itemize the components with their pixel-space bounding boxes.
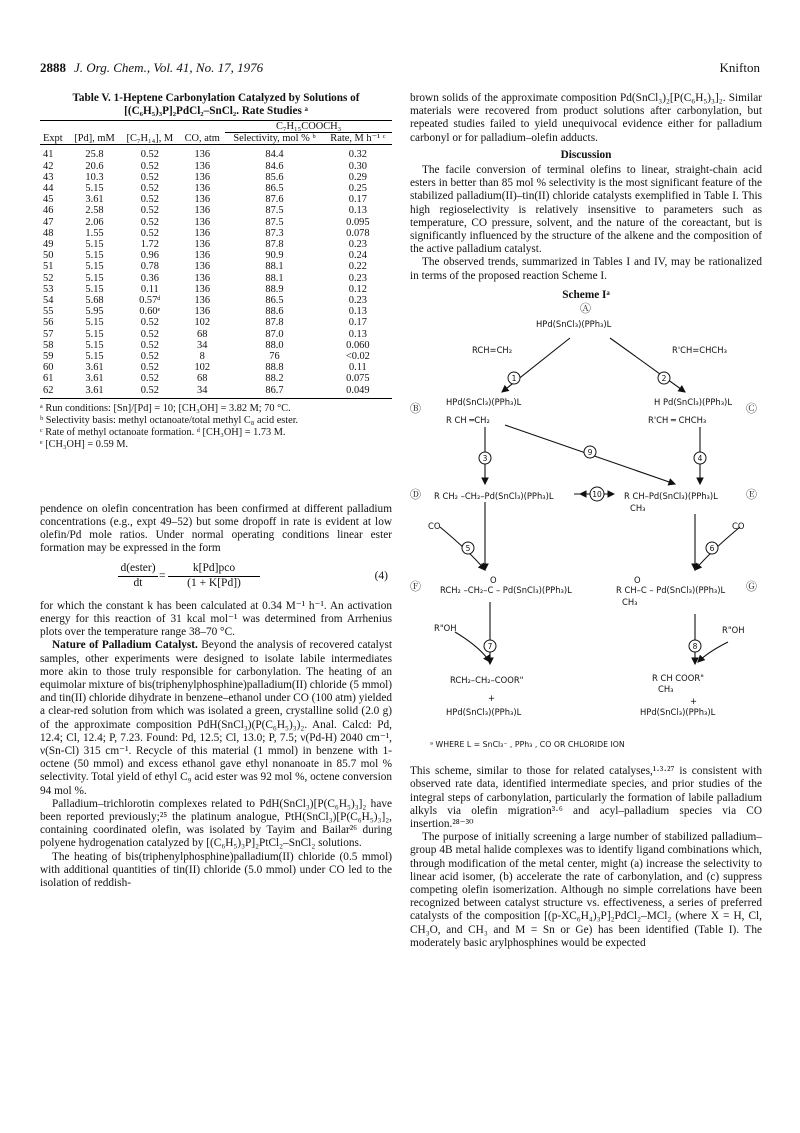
- table-cell: 136: [194, 250, 211, 262]
- step-label: 7: [487, 642, 493, 652]
- table-cell: 136: [194, 227, 211, 239]
- table-cell: 136: [194, 205, 211, 217]
- table-row: [40, 295, 392, 306]
- table-cell: 86.5: [265, 295, 284, 307]
- footnote: ᶜ Rate of methyl octanoate formation. ᵈ [CH₃OH] = 1.73 M.: [40, 426, 286, 438]
- table-cell: 8: [199, 351, 205, 363]
- table-cell: 2.06: [85, 216, 104, 228]
- table-cell: 54: [43, 295, 54, 307]
- table-cell: 50: [43, 250, 54, 262]
- table-row: [40, 273, 392, 284]
- running-head-author: Knifton: [719, 60, 760, 75]
- acyl-complex-g-methyl: CH₃: [622, 597, 638, 608]
- table-caption: Table V. 1-Heptene Carbonylation Catalyzed by Solutions of [(C₆H₅)₃P]₂PdCl₂–SnCl₂. Rate Studies ᵃ: [72, 92, 360, 117]
- table-cell: 87.6: [265, 194, 284, 206]
- table-cell: 136: [194, 261, 211, 273]
- table-cell: 43: [43, 171, 54, 183]
- col-header-pd: [Pd], mM: [69, 133, 121, 145]
- table-cell: 5.68: [85, 295, 104, 307]
- table-cell: 88.1: [265, 272, 284, 284]
- body-paragraph: brown solids of the approximate composition Pd(SnCl₃)₂[P(C₆H₅)₃]₂. Similar materials were recovered from product solutions after carbonylation, but repeated studies failed to yield unequivocal evidence either for palladium carbonyl or for palladium–olefin adducts.: [410, 92, 762, 144]
- table-cell: 5.15: [85, 250, 104, 262]
- olefin-terminal: RCH=CH₂: [472, 345, 513, 356]
- table-cell: 5.15: [85, 183, 104, 195]
- table-cell: 5.15: [85, 272, 104, 284]
- co-reagent-left: CO: [428, 521, 441, 532]
- table-cell: 10.3: [85, 171, 104, 183]
- body-paragraph: Nature of Palladium Catalyst. Beyond the analysis of recovered catalyst samples, other experiments were designed to isolate labile intermediates more akin to those truly responsible for carbonylation. The heating of an equimolar mixture of bis(triphenylphosphine)palladium(II) chloride (5 mmol) and tin(II) chloride dihydrate in benzene–ethanol under CO (100 atm) yielded a clear-red solution from which was isolated a green, crystalline solid (2.0 g) of the approximate composition PdH(SnCl₃)(P(C₆H₅)₃)₂. Anal. Calcd: Pd, 12.4; Cl, 12.4; P, 7.23. Found: Pd, 12.5; Cl, 13.0; P, 7.5; ν(Pd-H) 2040 cm⁻¹, ν(Sn-Cl) 315 cm⁻¹. Recycle of this material (1 mmol) in benzene with 1-octene (50 mmol) and excess ethanol gave ethyl nonanoate in 85.7 mol % selectivity. Total yield of ethyl C₉ acid ester was 92 mol %, octene conversion 94 mol %.: [40, 639, 393, 797]
- col-header-expt: Expt: [40, 133, 69, 145]
- complex-b-top: HPd(SnCl₃)(PPh₃)L: [446, 397, 522, 408]
- table-cell: 0.23: [348, 239, 367, 251]
- table-cell: 0.24: [348, 250, 367, 262]
- table-cell: 0.078: [346, 227, 370, 239]
- step-label: 9: [587, 448, 593, 458]
- complex-d: R CH₂ –CH₂–Pd(SnCl₃)(PPh₃)L: [434, 491, 554, 502]
- table-cell: 136: [194, 272, 211, 284]
- page-header: [40, 60, 760, 78]
- running-head-left: [40, 60, 263, 76]
- table-cell: 5.15: [85, 239, 104, 251]
- table-cell: 0.17: [348, 317, 367, 329]
- table-cell: 136: [194, 171, 211, 183]
- table-cell: 88.1: [265, 261, 284, 273]
- table-row: [40, 239, 392, 250]
- table-cell: 0.52: [140, 149, 159, 161]
- footnote: ᵇ Selectivity basis: methyl octanoate/total methyl C₈ acid ester.: [40, 414, 299, 426]
- table-cell: 0.17: [348, 194, 367, 206]
- complex-e-methyl: CH₃: [630, 503, 646, 514]
- table-cell: 1.72: [140, 239, 159, 251]
- body-paragraph: for which the constant k has been calculated at 0.34 M⁻¹ h⁻¹. An activation energy for this reaction of 31 kcal mol⁻¹ was determined from Arrhenius plots over the temperature range 38–70 °C.: [40, 599, 392, 639]
- table-cell: 0.29: [348, 171, 367, 183]
- table-cell: 57: [43, 328, 54, 340]
- table-footnotes: [40, 403, 392, 451]
- step-label: 10: [592, 490, 602, 500]
- table-cell: 49: [43, 239, 54, 251]
- table-cell: 5.15: [85, 351, 104, 363]
- hpd-regenerated-right: HPd(SnCl₃)(PPh₃)L: [640, 707, 716, 718]
- table-cell: 58: [43, 339, 54, 351]
- table-row: [40, 183, 392, 194]
- table-cell: 0.52: [140, 339, 159, 351]
- table-cell: 42: [43, 160, 54, 172]
- table-cell: 59: [43, 351, 54, 363]
- table-cell: 0.78: [140, 261, 159, 273]
- table-cell: 0.13: [348, 306, 367, 318]
- table-cell: 55: [43, 306, 54, 318]
- table-cell: 136: [194, 306, 211, 318]
- table-cell: 68: [197, 328, 208, 340]
- table-cell: 87.5: [265, 216, 284, 228]
- table-cell: 0.60ᵉ: [139, 306, 161, 318]
- left-column: [40, 92, 392, 890]
- table-cell: 5.15: [85, 283, 104, 295]
- complex-c-top: H Pd(SnCl₃)(PPh₃)L: [654, 397, 732, 408]
- table-group-header: C₇H₁₅COOCH₃: [225, 121, 392, 133]
- table-cell: 60: [43, 362, 54, 374]
- table-row: [40, 362, 392, 373]
- footnote: ᵃ Run conditions: [Sn]/[Pd] = 10; [CH₃OH] = 3.82 M; 70 °C.: [40, 402, 291, 414]
- right-column: [410, 92, 762, 950]
- olefin-internal: R'CH=CHCH₃: [672, 345, 727, 356]
- table-cell: 0.57ᵈ: [139, 295, 161, 307]
- table-cell: 0.36: [140, 272, 159, 284]
- step-label: 2: [661, 374, 667, 384]
- table-cell: 0.30: [348, 160, 367, 172]
- table-cell: 84.4: [265, 149, 284, 161]
- label-a: Ⓐ: [580, 302, 591, 316]
- product-linear: RCH₂–CH₂–COOR": [450, 675, 524, 686]
- table-cell: 0.11: [348, 362, 367, 374]
- data-table: [40, 120, 392, 399]
- table-cell: 5.95: [85, 306, 104, 318]
- table-row: [40, 340, 392, 351]
- co-reagent-right: CO: [732, 521, 745, 532]
- table-cell: <0.02: [345, 351, 370, 363]
- table-cell: 0.96: [140, 250, 159, 262]
- table-cell: 136: [194, 283, 211, 295]
- product-branched-methyl: CH₃: [658, 684, 674, 695]
- table-cell: 46: [43, 205, 54, 217]
- table-cell: 0.52: [140, 194, 159, 206]
- table-cell: 136: [194, 194, 211, 206]
- table-cell: 88.6: [265, 306, 284, 318]
- complex-e: R CH–Pd(SnCl₃)(PPh₃)L: [624, 491, 718, 502]
- table-cell: 0.23: [348, 295, 367, 307]
- table-cell: 5.15: [85, 261, 104, 273]
- col-header-selectivity: Selectivity, mol % ᵇ: [225, 133, 323, 145]
- table-cell: 87.0: [265, 328, 284, 340]
- journal-citation: J. Org. Chem., Vol. 41, No. 17, 1976: [74, 60, 264, 75]
- table-cell: 48: [43, 227, 54, 239]
- table-header-row: [40, 133, 392, 145]
- step-label: 8: [692, 642, 698, 652]
- table-cell: 88.0: [265, 339, 284, 351]
- table-cell: 86.7: [225, 385, 323, 399]
- table-cell: 84.6: [265, 160, 284, 172]
- table-row: [40, 250, 392, 261]
- table-row: [40, 373, 392, 384]
- col-header-rate: Rate, M h⁻¹ ᶜ: [324, 133, 392, 145]
- label-c: Ⓒ: [746, 402, 757, 416]
- table-cell: 136: [194, 216, 211, 228]
- label-f: Ⓕ: [410, 580, 421, 594]
- acyl-f-oxygen: O: [490, 575, 497, 586]
- table-cell: 1.55: [85, 227, 104, 239]
- eq-lhs-numerator: d(ester): [118, 562, 158, 577]
- table-cell: 87.8: [265, 239, 284, 251]
- table-row: [40, 194, 392, 205]
- table-cell: 0.52: [140, 205, 159, 217]
- equation-number: (4): [374, 569, 388, 582]
- table-cell: 102: [194, 362, 211, 374]
- table-cell: 0.095: [346, 216, 370, 228]
- table-row: [40, 228, 392, 239]
- table-body: [40, 145, 392, 398]
- table-cell: 3.61: [69, 385, 121, 399]
- alcohol-right: R"OH: [722, 625, 745, 636]
- acyl-complex-g: R CH–C – Pd(SnCl₃)(PPh₃)L: [616, 585, 726, 596]
- table-cell: 136: [194, 295, 211, 307]
- eq-rhs-numerator: k[Pd]pco: [168, 562, 260, 577]
- table-cell: 86.5: [265, 183, 284, 195]
- table-cell: 136: [194, 149, 211, 161]
- scheme-arrows: [410, 302, 762, 732]
- table-row: [40, 351, 392, 362]
- table-cell: 51: [43, 261, 54, 273]
- eq-lhs-denominator: dt: [133, 576, 143, 589]
- table-cell: 0.049: [324, 385, 392, 399]
- table-cell: 0.12: [348, 283, 367, 295]
- table-cell: 5.15: [85, 317, 104, 329]
- body-paragraph: This scheme, similar to those for related catalyses,¹·³·²⁷ is consistent with observed rate data, identified intermediate species, and prior studies of the integral steps of carbonylation, particularly the formation of labile palladium alkyls via olefin migration³·⁶ and acyl–palladium species via CO insertion.²⁸⁻³⁰: [410, 765, 762, 831]
- table-cell: 44: [43, 183, 54, 195]
- table-row: [40, 329, 392, 340]
- label-d: Ⓓ: [410, 488, 421, 502]
- run-in-heading: Nature of Palladium Catalyst.: [52, 639, 198, 652]
- table-cell: 0.52: [140, 362, 159, 374]
- table-cell: 3.61: [85, 373, 104, 385]
- table-cell: 136: [194, 183, 211, 195]
- table-cell: 0.52: [140, 351, 159, 363]
- step-label: 1: [511, 374, 517, 384]
- table-cell: 0.060: [346, 339, 370, 351]
- table-cell: 0.13: [348, 328, 367, 340]
- table-row: [40, 284, 392, 295]
- acyl-g-oxygen: O: [634, 575, 641, 586]
- table-cell: 68: [197, 373, 208, 385]
- table-row: [40, 161, 392, 172]
- footnote: ᵉ [CH₃OH] = 0.59 M.: [40, 438, 129, 450]
- table-cell: 88.8: [265, 362, 284, 374]
- table-cell: 41: [43, 149, 54, 161]
- label-b: Ⓑ: [410, 402, 421, 416]
- table-cell: 0.52: [140, 160, 159, 172]
- section-heading: Discussion: [560, 148, 612, 161]
- table-cell: 85.6: [265, 171, 284, 183]
- table-cell: 0.11: [140, 283, 159, 295]
- table-cell: 62: [40, 385, 69, 399]
- table-cell: 76: [269, 351, 280, 363]
- complex-c-bottom: R'CH ═ CHCH₃: [648, 415, 707, 426]
- step-label: 4: [697, 454, 703, 464]
- table-cell: 0.52: [140, 171, 159, 183]
- table-cell: 88.2: [265, 373, 284, 385]
- table-cell: 56: [43, 317, 54, 329]
- product-branched: R CH COOR": [652, 673, 704, 684]
- table-cell: 0.52: [140, 328, 159, 340]
- table-cell: 53: [43, 283, 54, 295]
- table-cell: 136: [194, 239, 211, 251]
- table-cell: 61: [43, 373, 54, 385]
- table-cell: 102: [194, 317, 211, 329]
- table-cell: 0.13: [348, 205, 367, 217]
- table-cell: 88.9: [265, 283, 284, 295]
- step-label: 6: [709, 544, 715, 554]
- table-cell: 5.15: [85, 339, 104, 351]
- hpd-regenerated-left: HPd(SnCl₃)(PPh₃)L: [446, 707, 522, 718]
- table-cell: 47: [43, 216, 54, 228]
- table-row: [40, 217, 392, 228]
- table-cell: 0.52: [140, 317, 159, 329]
- table-cell: 20.6: [85, 160, 104, 172]
- page-number: 2888: [40, 60, 66, 75]
- step-label: 3: [482, 454, 488, 464]
- table-cell: 0.52: [140, 216, 159, 228]
- reaction-scheme: [410, 302, 762, 732]
- body-paragraph: Palladium–trichlorotin complexes related to PdH(SnCl₃)[P(C₆H₅)₃]₂ have been reported previously;²⁵ the platinum analogue, PtH(SnCl₃)[P(C₆H₅)₃]₂, containing coordinated olefin, was isolated by Tayim and Bailar²⁶ during polyene hydrogenation catalyzed by [(C₆H₅)₃P]₂PtCl₂–SnCl₂ solutions.: [40, 797, 392, 850]
- table-row: [40, 205, 392, 216]
- table-cell: 87.3: [265, 227, 284, 239]
- hpd-top: HPd(SnCl₃)(PPh₃)L: [536, 319, 612, 330]
- table-cell: 90.9: [265, 250, 284, 262]
- table-cell: 0.52: [120, 385, 179, 399]
- table-cell: 25.8: [85, 149, 104, 161]
- col-header-co: CO, atm: [179, 133, 225, 145]
- complex-b-bottom: R CH ═CH₂: [446, 415, 490, 426]
- table-cell: 34: [197, 339, 208, 351]
- eq-rhs-denominator: (1 + K[Pd]): [187, 576, 241, 589]
- table-cell: 2.58: [85, 205, 104, 217]
- table-cell: 0.52: [140, 227, 159, 239]
- rate-equation: d(ester) dt = k[Pd]pco (1 + K[Pd]) (4): [40, 562, 392, 594]
- table-row: [40, 172, 392, 183]
- table-cell: 0.52: [140, 373, 159, 385]
- table-cell: 0.23: [348, 272, 367, 284]
- table-cell: 45: [43, 194, 54, 206]
- table-cell: 52: [43, 272, 54, 284]
- scheme-title: Scheme Iᵃ: [562, 288, 610, 301]
- plus-left: +: [488, 693, 496, 704]
- table-row: [40, 261, 392, 272]
- table-cell: 0.22: [348, 261, 367, 273]
- plus-right: +: [690, 696, 698, 707]
- table-cell: 87.5: [265, 205, 284, 217]
- table-cell: 0.32: [348, 149, 367, 161]
- table-cell: 0.52: [140, 183, 159, 195]
- body-paragraph: The facile conversion of terminal olefins to linear, straight-chain acid esters in better than 85 mol % selectivity is the most significant feature of the stabilized palladium(II)–tin(II) chloride catalysts exemplified in Table I. This high regioselectivity is relatively insensitive to parameters such as temperature, CO pressure, solvent, and the nature of the coreactant, but is significantly influenced by the structure of the alkene and the composition of the active palladium catalyst.: [410, 164, 762, 256]
- label-e: Ⓔ: [746, 488, 757, 502]
- table-row: [40, 317, 392, 328]
- table-cell: 0.075: [346, 373, 370, 385]
- acyl-complex-f: RCH₂ –CH₂–C – Pd(SnCl₃)(PPh₃)L: [440, 585, 572, 596]
- step-label: 5: [465, 544, 471, 554]
- body-paragraph: The heating of bis(triphenylphosphine)palladium(II) chloride (0.5 mmol) with additional quantities of tin(II) chloride (5.0 mmol) under CO led to the isolation of reddish-: [40, 850, 392, 889]
- table-cell: 87.8: [265, 317, 284, 329]
- table-cell: 136: [194, 160, 211, 172]
- table-cell: 34: [179, 385, 225, 399]
- body-paragraph: pendence on olefin concentration has been confirmed at different palladium concentrations (e.g., expt 49–52) but some dropoff in rate is evident at low olefin/Pd mole ratios. Under normal operating conditions linear ester formation may be expressed in the form: [40, 502, 392, 555]
- scheme-footnote: ᵃ WHERE L = SnCl₃⁻ , PPh₃ , CO OR CHLORIDE ION: [430, 740, 625, 750]
- table-row: [40, 149, 392, 160]
- table-row: [40, 306, 392, 317]
- alcohol-left: R"OH: [434, 623, 457, 634]
- col-header-heptene: [C₇H₁₄], M: [120, 133, 179, 145]
- table-cell: 3.61: [85, 194, 104, 206]
- body-paragraph: The purpose of initially screening a large number of stabilized palladium–group 4B metal halide complexes was to identify ligand combinations which, through modification of the metal center, might (a) increase the selectivity to linear acid isomer, (b) accelerate the rate of carbonylation, and (c) suppress competing olefin isomerization. Although no simple correlations have been recognized between catalyst structure vs. effectiveness, a series of preferred catalysts of the composition [(p-XC₆H₄)₃P]₂PdCl₂–MCl₂ (where X = H, Cl, CH₃O, and CH₃ and M = Sn or Ge) has been identified (Table I). The moderately basic arylphosphines would be expected: [410, 831, 762, 949]
- body-paragraph: The observed trends, summarized in Tables I and IV, may be rationalized in terms of the proposed reaction Scheme I.: [410, 256, 762, 282]
- table-cell: 0.25: [348, 183, 367, 195]
- table-cell: 3.61: [85, 362, 104, 374]
- label-g: Ⓖ: [746, 580, 757, 594]
- table-cell: 5.15: [85, 328, 104, 340]
- table-row: [40, 385, 392, 399]
